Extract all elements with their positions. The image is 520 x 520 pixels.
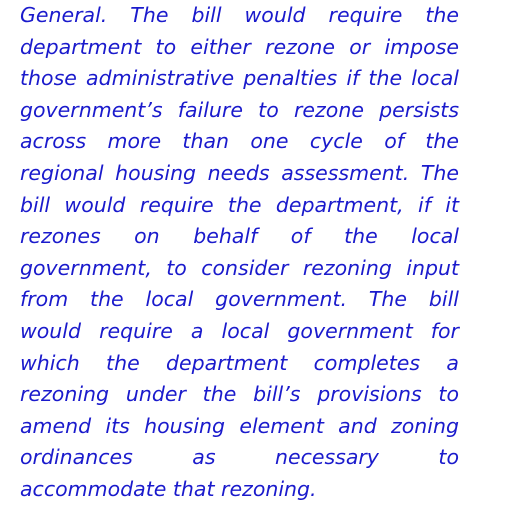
text-line: department to either rezone or impose <box>20 34 459 59</box>
text-line: government, to consider rezoning input <box>20 255 459 280</box>
text-line: from the local government. The bill <box>20 287 459 312</box>
text-line: across more than one cycle of the <box>20 129 459 154</box>
text-line: General. The bill would require the <box>20 3 459 27</box>
text-line: government’s failure to rezone persists <box>20 97 459 122</box>
text-line: accommodate that rezoning. <box>20 476 317 501</box>
text-line: rezones on behalf of the local <box>20 224 459 249</box>
text-line: bill would require the department, if it <box>20 192 459 217</box>
text-line: regional housing needs assessment. The <box>20 160 459 185</box>
bill-summary-paragraph <box>20 0 459 506</box>
text-line: rezoning under the bill’s provisions to <box>20 382 459 407</box>
text-line: which the department completes a <box>20 350 459 375</box>
text-line: amend its housing element and zoning <box>20 413 459 438</box>
text-line: would require a local government for <box>20 318 459 343</box>
text-line: those administrative penalties if the local <box>20 66 459 91</box>
text-line: ordinances as necessary to <box>20 445 459 470</box>
